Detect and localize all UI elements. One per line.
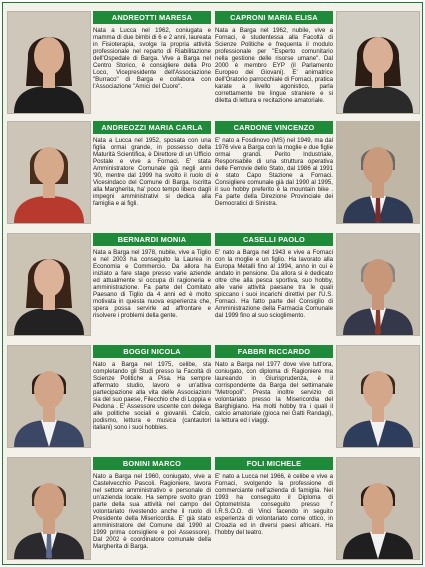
candidate-card — [3, 117, 210, 225]
portrait-photo — [8, 234, 90, 335]
candidate-card — [213, 229, 420, 337]
candidate-name: CARDONE VINCENZO — [215, 121, 333, 134]
candidate-name: BERNARDI MONIA — [93, 233, 211, 246]
candidate-name: ANDREOTTI MARESA — [93, 11, 211, 24]
candidate-photo — [336, 345, 420, 448]
candidate-name: CAPRONI MARIA ELISA — [215, 11, 333, 24]
candidate-card — [213, 117, 420, 225]
candidate-bio: Nato a Barga nel 1960, coniugato, vive a Castelvecchio Pascoli. Ragioniere, lavora nel settore amministrativo e personale di un'azienda locale. Ha sempre svolto gran parte della sua attività nel campo del volontariato rivestendo anche il ruolo di Presidente della Misericordia. E' già stato amministratore del Comune dal 1990 al 1999 prima consigliere e poi Assessore). Dal 2002 è coordinatore comunale della Margherita di Barga. — [93, 473, 211, 551]
candidate-bio: Nata a Lucca nel 1962, coniugata e mamma di due bimbi di 6 e 2 anni, laureata in Fisioterapia, svolge la propria attività professionale nel reparto di Riabilitazione dell'Ospedale di Barga. Vive a Barga nel Centro Storico, è consigliere della Pro Loco, Vicepresidente dell'Associazione "Burraco" di Barga e collabora con l'Associazione "Amici del Cuore". — [93, 27, 211, 91]
candidate-bio: Nata a Barga nel 1962, nubile, vive a Fornaci, è studentessa alla Facoltà di Scienze Politiche e frequenta il modulo professionale per "Esperto comunitario nella gestione delle risorse umane". Dal 2000 è membro EYP (il Parlamento Europeo dei Giovani). E' animatrice dell'Oratorio parrocchiale di Fornaci, pratica karate a livello agonistico, parla correttamente tre lingue straniere e si diletta di lettura e recitazione amatoriale. — [215, 27, 333, 105]
candidate-card — [3, 229, 210, 337]
candidate-photo — [7, 345, 91, 448]
candidate-photo — [336, 457, 420, 560]
candidate-bio: Nata a Barga nel 1978, nubile, vive a Tiglio e nel 2003 ha conseguito la Laurea in Economia e Commercio. Da allora ha iniziato a fare stage presso varie aziende ed attualmente si occupa di ragioneria e amministrazione. Fa parte del Comitato Paesano di Tiglio da 4 anni ed è molto motivata in questa nuova esperienza che, spera possa servirle ad affrontare e risolvere i problemi della gente. — [93, 249, 211, 320]
candidate-card — [213, 7, 420, 115]
candidate-name: CASELLI PAOLO — [215, 233, 333, 246]
candidate-bio: E' nato a Barga nel 1943 e vive a Fornaci con la moglie e un figlio. Ha lavorato alla Europa Metalli fino al 1994, anno in cui è andato in pensione. Da allora si è dedicato oltre che alla pesca sportiva, suo hobby, alle varie attività paesane tra le quali spiccano i suoi incarichi direttivi per l'U.S. Fornaci. Ha fatto parte del Consiglio di Amministrazione della Farmacia Comunale dal 1999 fino al suo scioglimento. — [215, 249, 333, 320]
candidate-photo — [7, 11, 91, 114]
portrait-photo — [337, 458, 419, 559]
candidate-card — [3, 7, 210, 115]
portrait-photo — [8, 12, 90, 113]
candidate-bio: Nata a Lucca nel 1952, sposata con una figlia ormai grande, in possesso della Maturità Scientifica, è Direttore di un Ufficio Postale e vive a Fornaci. E' stata Amministratore Comunale già negli anni '90, mentre dal 1999 ha svolto il ruolo di Vicesindaco del Comune di Barga. Iscritta alla Margherita, ha' poco tempo libero dagli impegni amministrativi si dedica alla famiglia e ai figli. — [93, 137, 211, 208]
candidate-card — [3, 453, 210, 561]
candidate-name: FOLI MICHELE — [215, 457, 333, 470]
candidate-bio: E' nato a Lucca nel 1966, è celibe e vive a Fornaci, svolgendo la professione di commerciante nell'azienda di famiglia. Nel 1993 ha conseguito il Diploma di Optometrista conseguito presso l' I.R.S.O.O. di Vinci facendo in seguito esperienza di volontariato come ottico, in Croazia ed in diversi paesi africani. Ha l'hobby del teatro. — [215, 473, 333, 537]
candidate-card — [213, 453, 420, 561]
portrait-photo — [8, 458, 90, 559]
candidate-name: BOGGI NICOLA — [93, 345, 211, 358]
candidate-bio: Nato a Barga nel 1975, celibe, sta completando gli Studi presso la Facoltà di Scienze Politiche a Pisa. Ha sempre affermato studio, lavoro e un'attiva partecipazione alla vita delle Associazioni sia del suo paese, Filecchio che di Loppia e Pedona . E' Assessore uscente con delega alle politiche sociali e giovanili. Calcio, podismo, lettura e musica (cantautori italiani) sono i suoi hobbies. — [93, 361, 211, 432]
portrait-photo — [337, 122, 419, 223]
portrait-photo — [8, 346, 90, 447]
candidate-card — [3, 341, 210, 449]
candidate-photo — [336, 121, 420, 224]
candidate-photo — [336, 233, 420, 336]
candidate-bio: E' nato a Fosdinovo (MS) nel 1949, ma dal 1976 vive a Barga con la moglie e due figlie ormai grandi. Perito Industriale, Responsabile di una struttura operativa delle Ferrovie dello Stato, dal 1986 al 1991 è stato Capo Stazione a Fornaci. Consigliere comunale già dal 1990 al 1995, il suo hobby preferito è la mountain bike . Fa parte della Direzione Provinciale dei Democratici di Sinistra. — [215, 137, 333, 208]
candidate-photo — [336, 11, 420, 114]
portrait-photo — [337, 234, 419, 335]
candidate-photo — [7, 457, 91, 560]
candidate-bio: Nato a Barga nel 1977 dove vive tutt'ora, coniugato, con diploma di Ragioniere ma laureando in Giurisprudenza, è il corrispondente da Barga del settimanale "Metropoli". Presta inoltre servizio di volontariato presso la Misericordia del Barghigiano. Ha molti hobby tra i quali il calcio amatoriale (gioca nei Gatti Randagi), la lettura ed i viaggi. — [215, 361, 333, 425]
candidate-page — [2, 2, 423, 565]
portrait-photo — [337, 12, 419, 113]
candidate-name: ANDREOZZI MARIA CARLA — [93, 121, 211, 134]
candidate-photo — [7, 233, 91, 336]
portrait-photo — [337, 346, 419, 447]
candidate-photo — [7, 121, 91, 224]
portrait-photo — [8, 122, 90, 223]
candidate-name: BONINI MARCO — [93, 457, 211, 470]
candidate-name: FABBRI RICCARDO — [215, 345, 333, 358]
candidate-card — [213, 341, 420, 449]
